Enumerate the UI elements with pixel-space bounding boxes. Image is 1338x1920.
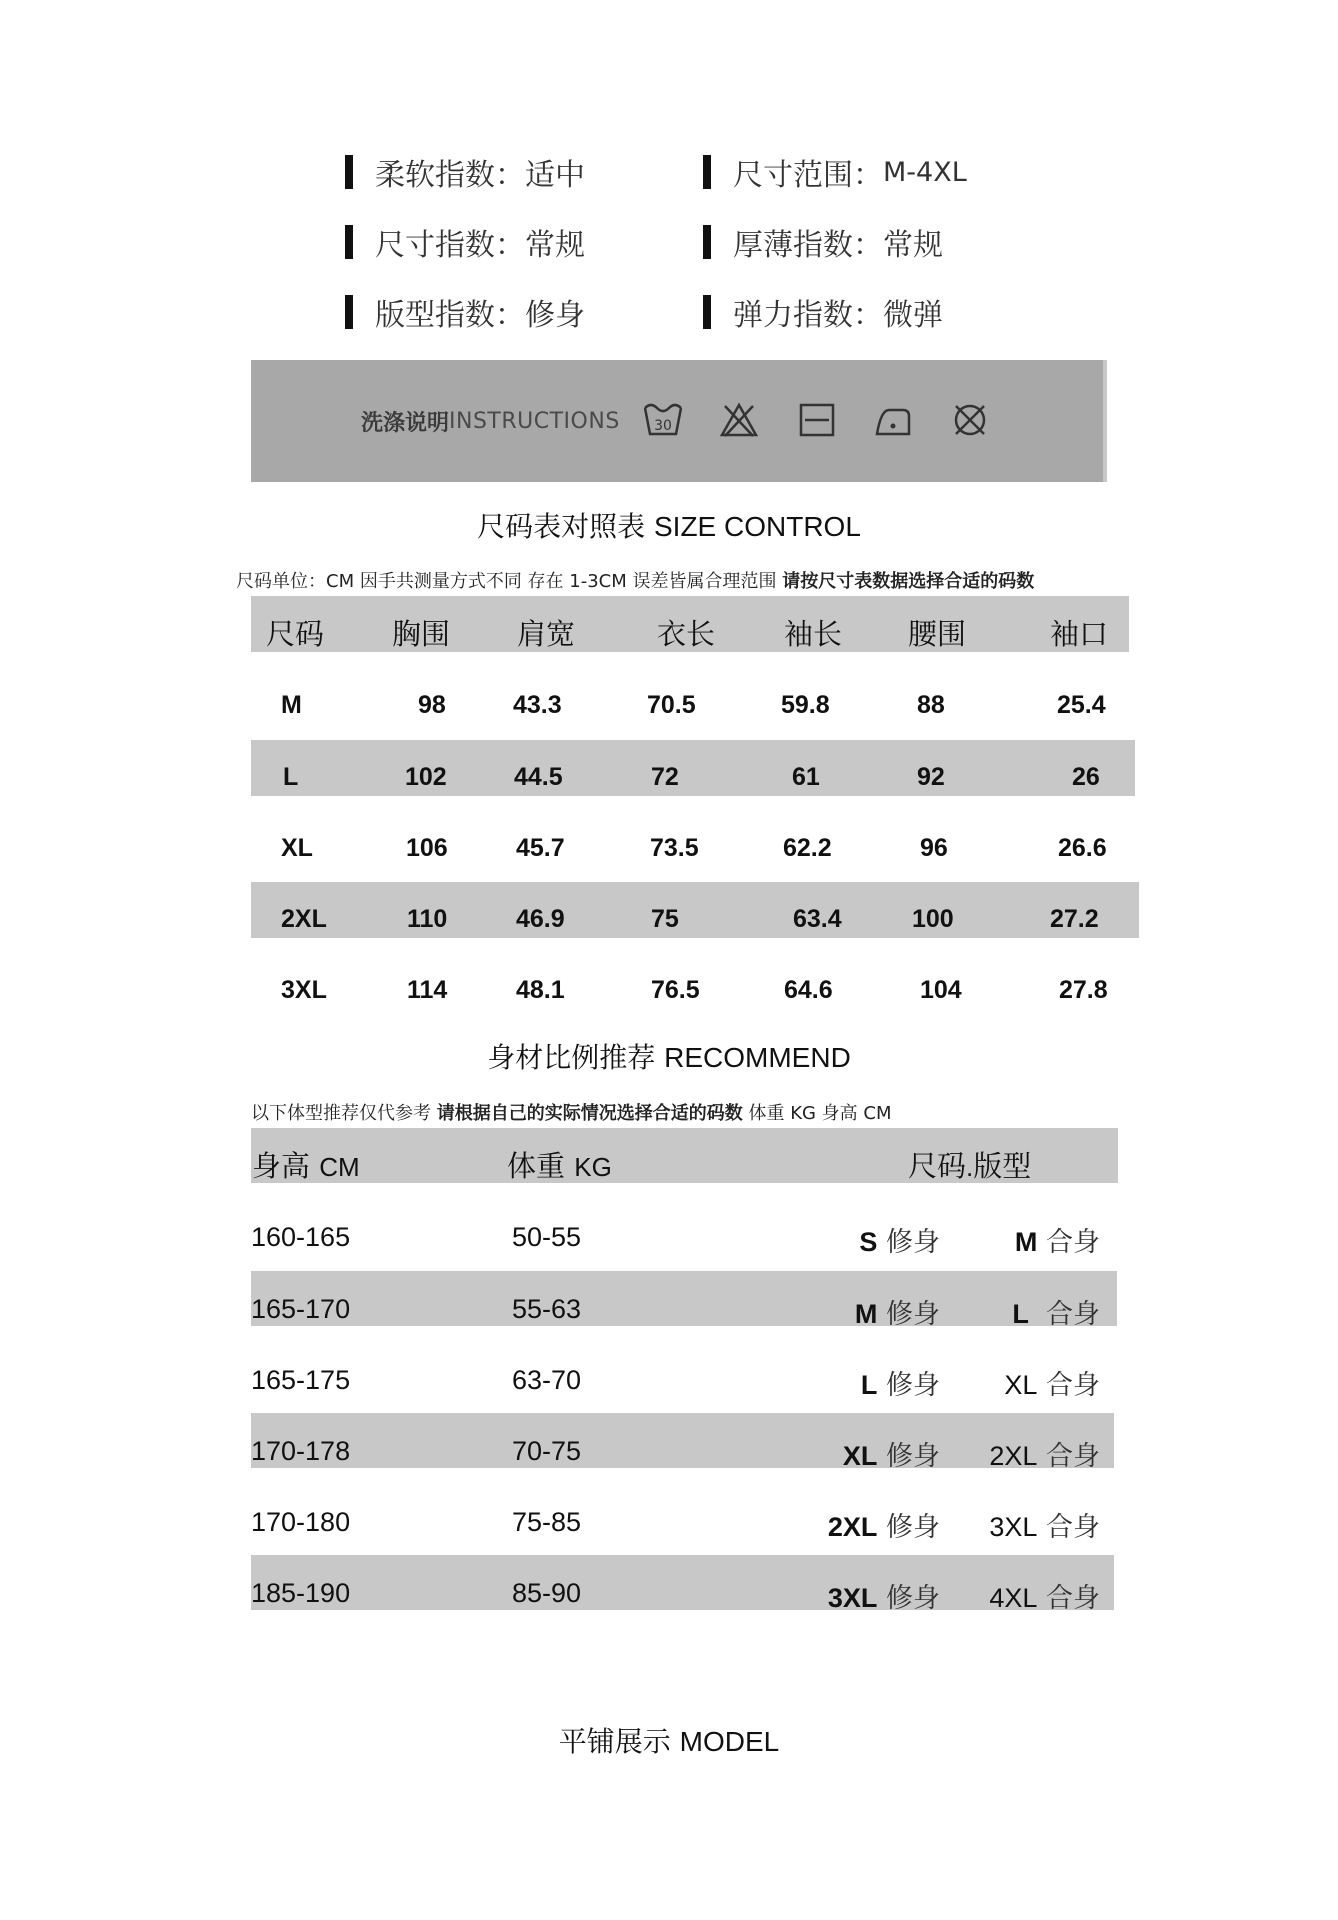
header-height-en: CM — [319, 1152, 360, 1182]
wash-label-cn: 洗涤说明 — [361, 410, 450, 436]
slim-size: S — [859, 1227, 878, 1257]
size-title-cn: 尺码表对照表 — [477, 510, 646, 543]
weight-cell: 75-85 — [512, 1507, 582, 1537]
sleeve-cell: 64.6 — [784, 976, 833, 1004]
attr-label: 尺寸范围： — [733, 158, 883, 193]
wash-30-icon — [643, 402, 683, 438]
sleeve-cell: 63.4 — [793, 905, 842, 933]
model-title-cn: 平铺展示 — [558, 1725, 671, 1758]
recommend-title-en: RECOMMEND — [664, 1042, 851, 1073]
attr-softness — [345, 148, 585, 196]
slim-label: 修身 — [886, 1441, 940, 1472]
size-header-size: 尺码 — [266, 617, 325, 651]
length-cell: 72 — [651, 763, 679, 791]
attr-size-range — [703, 148, 967, 196]
height-cell: 165-175 — [251, 1365, 351, 1395]
shoulder-cell: 44.5 — [514, 763, 563, 791]
fit-size: M — [1014, 1227, 1038, 1257]
regular-fit-cell — [920, 1292, 1100, 1331]
sleeve-cell: 59.8 — [781, 691, 830, 719]
sleeve-cell: 62.2 — [783, 834, 832, 862]
chest-cell: 110 — [407, 905, 448, 933]
attr-value: 微弹 — [883, 298, 943, 333]
slim-fit-cell — [740, 1363, 940, 1402]
recommend-note — [251, 1099, 891, 1125]
cuff-cell: 26.6 — [1058, 834, 1107, 862]
slim-size: M — [854, 1299, 878, 1329]
size-note-bold: 请按尺寸表数据选择合适的码数 — [782, 571, 1035, 592]
height-cell: 160-165 — [251, 1222, 351, 1252]
length-cell: 75 — [651, 905, 679, 933]
fit-label: 合身 — [1046, 1583, 1100, 1614]
attr-bullet — [703, 155, 711, 189]
chest-cell: 114 — [407, 976, 448, 1004]
size-title-en: SIZE CONTROL — [654, 511, 861, 542]
shoulder-cell: 46.9 — [516, 905, 565, 933]
shoulder-cell: 48.1 — [516, 976, 565, 1004]
attr-bullet — [703, 295, 711, 329]
size-header-shoulder: 肩宽 — [517, 617, 576, 651]
height-cell: 170-178 — [251, 1436, 351, 1466]
waist-cell: 96 — [920, 834, 948, 862]
slim-fit-cell — [740, 1434, 940, 1473]
regular-fit-cell — [920, 1434, 1100, 1473]
size-cell: M — [281, 691, 302, 719]
recommend-note-plain: 以下体型推荐仅代参考 — [251, 1103, 431, 1124]
regular-fit-cell — [920, 1363, 1100, 1402]
wash-instructions-band — [251, 360, 1107, 482]
size-header-waist: 腰围 — [908, 617, 967, 651]
slim-fit-cell — [740, 1292, 940, 1331]
height-cell: 165-170 — [251, 1294, 351, 1324]
size-header-length: 衣长 — [657, 617, 716, 651]
chest-cell: 102 — [405, 763, 447, 791]
attr-value: 常规 — [525, 228, 585, 263]
size-header-sleeve: 袖长 — [784, 617, 843, 651]
cuff-cell: 27.8 — [1059, 976, 1108, 1004]
slim-label: 修身 — [886, 1370, 940, 1401]
fit-label: 合身 — [1046, 1299, 1100, 1330]
regular-fit-cell — [920, 1576, 1100, 1615]
chest-cell: 98 — [418, 691, 446, 719]
attr-elasticity — [703, 288, 943, 336]
waist-cell: 104 — [920, 976, 962, 1004]
recommend-title-cn: 身材比例推荐 — [487, 1041, 656, 1074]
header-fit-cn: 尺码 — [908, 1149, 967, 1183]
model-title — [0, 1720, 1338, 1760]
attr-value: 适中 — [525, 158, 585, 193]
size-note-plain: 尺码单位：CM 因手共测量方式不同 存在 1-3CM 误差皆属合理范围 — [236, 571, 777, 592]
slim-fit-cell — [740, 1220, 940, 1259]
weight-cell: 70-75 — [512, 1436, 582, 1466]
fit-label: 合身 — [1046, 1441, 1100, 1472]
waist-cell: 92 — [917, 763, 945, 791]
attr-bullet — [345, 225, 353, 259]
attr-value: M-4XL — [883, 156, 967, 188]
attr-label: 弹力指数： — [733, 298, 883, 333]
size-cell: L — [283, 763, 299, 791]
slim-size: 3XL — [827, 1583, 878, 1613]
size-note — [236, 567, 1034, 593]
size-cell: 2XL — [281, 905, 327, 933]
wash-temp-text: 30 — [654, 418, 672, 434]
slim-size: XL — [842, 1441, 878, 1471]
waist-cell: 88 — [917, 691, 945, 719]
height-cell: 185-190 — [251, 1578, 351, 1608]
attr-label: 柔软指数： — [375, 158, 525, 193]
slim-label: 修身 — [886, 1299, 940, 1330]
cuff-cell: 26 — [1072, 763, 1100, 791]
slim-fit-cell — [740, 1505, 940, 1544]
slim-size: 2XL — [827, 1512, 878, 1542]
fit-label: 合身 — [1046, 1370, 1100, 1401]
fit-size: 3XL — [989, 1512, 1038, 1542]
weight-cell: 50-55 — [512, 1222, 582, 1252]
cuff-cell: 25.4 — [1057, 691, 1106, 719]
size-cell: XL — [281, 834, 313, 862]
waist-cell: 100 — [912, 905, 954, 933]
chest-cell: 106 — [406, 834, 448, 862]
fit-label: 合身 — [1046, 1512, 1100, 1543]
attr-size-index — [345, 218, 585, 266]
attr-value: 修身 — [525, 298, 585, 333]
length-cell: 73.5 — [650, 834, 699, 862]
regular-fit-cell — [920, 1220, 1100, 1259]
size-cell: 3XL — [281, 976, 327, 1004]
shoulder-cell: 43.3 — [513, 691, 562, 719]
cuff-cell: 27.2 — [1050, 905, 1099, 933]
slim-label: 修身 — [886, 1583, 940, 1614]
fit-size: 2XL — [989, 1441, 1038, 1471]
slim-label: 修身 — [886, 1512, 940, 1543]
flat-dry-icon — [797, 402, 837, 438]
header-weight-cn: 体重 — [507, 1149, 566, 1183]
shoulder-cell: 45.7 — [516, 834, 565, 862]
recommend-header-fit — [908, 1144, 1031, 1185]
header-fit-cn2: 版型 — [973, 1149, 1032, 1183]
fit-label: 合身 — [1046, 1227, 1100, 1258]
attr-label: 厚薄指数： — [733, 228, 883, 263]
no-bleach-icon — [719, 402, 759, 438]
slim-size: L — [860, 1370, 878, 1400]
fit-size: 4XL — [989, 1583, 1038, 1613]
attr-fit-type — [345, 288, 585, 336]
recommend-header-weight — [507, 1144, 612, 1185]
size-row-stripe — [251, 882, 1139, 938]
length-cell: 76.5 — [651, 976, 700, 1004]
size-control-title — [0, 505, 1338, 545]
wash-label — [361, 360, 620, 482]
model-title-en: MODEL — [679, 1726, 780, 1757]
fit-size: L — [1012, 1299, 1029, 1329]
attr-value: 常规 — [883, 228, 943, 263]
weight-cell: 85-90 — [512, 1578, 582, 1608]
recommend-note-tail: 体重 KG 身高 CM — [748, 1103, 892, 1124]
height-cell: 170-180 — [251, 1507, 351, 1537]
no-dry-clean-icon — [950, 402, 990, 438]
wash-label-en: INSTRUCTIONS — [449, 408, 620, 434]
length-cell: 70.5 — [647, 691, 696, 719]
attr-bullet — [345, 155, 353, 189]
slim-fit-cell — [740, 1576, 940, 1615]
header-fit-dot: . — [966, 1152, 974, 1182]
attr-label: 尺寸指数： — [375, 228, 525, 263]
attr-label: 版型指数： — [375, 298, 525, 333]
attr-thickness — [703, 218, 943, 266]
size-row-stripe — [251, 740, 1135, 796]
weight-cell: 63-70 — [512, 1365, 582, 1395]
fit-size: XL — [1004, 1370, 1038, 1400]
iron-low-icon — [873, 402, 913, 438]
sleeve-cell: 61 — [792, 763, 820, 791]
weight-cell: 55-63 — [512, 1294, 582, 1324]
recommend-note-bold: 请根据自己的实际情况选择合适的码数 — [436, 1103, 743, 1124]
size-header-cuff: 袖口 — [1050, 617, 1109, 651]
regular-fit-cell — [920, 1505, 1100, 1544]
slim-label: 修身 — [886, 1227, 940, 1258]
recommend-header-height — [252, 1144, 360, 1185]
header-weight-en: KG — [574, 1152, 612, 1182]
size-header-chest: 胸围 — [392, 617, 451, 651]
header-height-cn: 身高 — [252, 1149, 311, 1183]
attr-bullet — [345, 295, 353, 329]
attr-bullet — [703, 225, 711, 259]
recommend-title — [0, 1036, 1338, 1076]
